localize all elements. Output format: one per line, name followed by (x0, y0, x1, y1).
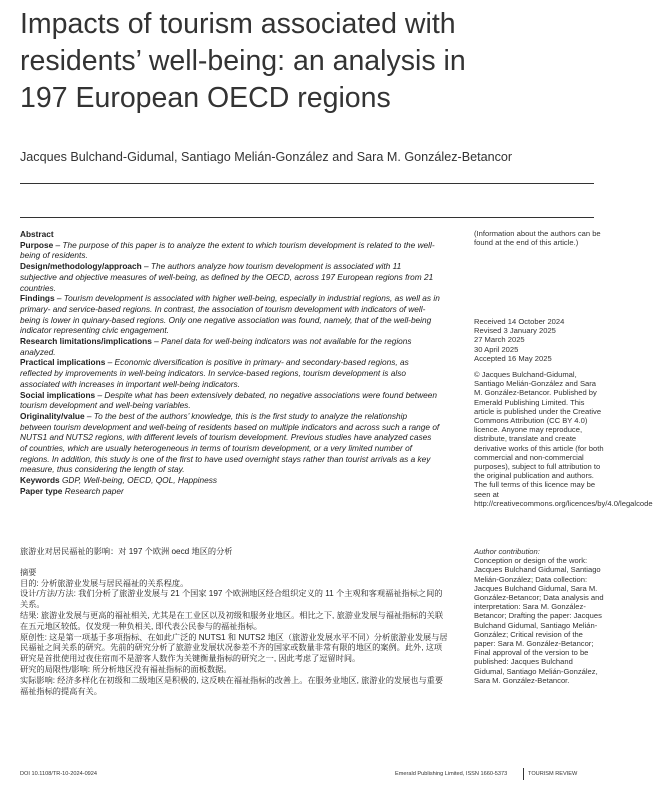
abstract-design: Design/methodology/approach – The authors analyze how tourism development is associated with 11 subjective and objective measures of well-being, as defined by the OECD, across 197 European regions from 21 countries. (20, 261, 434, 293)
abstract-keywords: Keywords GDP, Well-being, OECD, QOL, Happiness (20, 475, 218, 486)
title-line: 197 European OECD regions (20, 82, 391, 114)
abstract-paper-type: Paper type Research paper (20, 485, 124, 496)
chinese-title: 旅游业对居民福祉的影响：对 197 个欧洲 oecd 地区的分析 (20, 547, 233, 556)
chinese-heading: 摘要 (20, 567, 37, 577)
abstract-purpose: Purpose – The purpose of this paper is to analyze the extent to which tourism development is related to the well-being of residents. (20, 239, 435, 261)
chinese-findings: 结果: 旅游业发展与更高的福祉相关, 尤其是在工业区以及初级和服务业地区。相比之下, 旅游业发展与福祉指标的关联在五元地区较低。仅发现一种负相关, 即代表公民参与的福祉指标。 (20, 610, 444, 631)
abstract-section (20, 229, 440, 497)
article-title (20, 6, 600, 117)
author-contribution (474, 547, 604, 685)
chinese-purpose: 目的: 分析旅游业发展与居民福祉的关系程度。 (20, 578, 189, 588)
author-list: Jacques Bulchand-Gidumal, Santiago Melián-González and Sara M. González-Betancor (20, 150, 513, 164)
chinese-practical: 实际影响: 经济多样化在初级和二级地区是积极的, 这反映在福祉指标的改善上。在服务业地区, 旅游业的发展也与重要福祉指标的提高有关。 (20, 675, 444, 696)
doi-text: DOI 10.1108/TR-10-2024-0924 (20, 771, 98, 777)
copyright-notice: © Jacques Bulchand-Gidumal, Santiago Melián-González and Sara M. González-Betancor. Published by Emerald Publishing Limited. This article is published under the Creative Commons Attribution (CC BY 4.0) licence. Anyone may reproduce, distribute, translate and create derivative works of this article (for both commercial and non-commercial purposes), subject to full attribution to the original publication and authors. The full terms of this licence may be seen at http://creativecommons.org/licences/by/4.0/legalcode (474, 370, 653, 508)
author-info-note: (Information about the authors can be found at the end of this article.) (474, 229, 601, 248)
chinese-originality: 原创性: 这是第一项基于多项指标、在如此广泛的 NUTS1 和 NUTS2 地区（旅游业发展水平不同）分析旅游业发展与居民福祉之间关系的研究。先前的研究分析了旅游业发展状况参差不齐的国家或数量非常有限的地区的案例。此外, 这项研究是首批使用过夜住宿而不是游客人数作为关键衡量指标的研究之一, 因此考虑了逗留时间。 (20, 632, 448, 664)
chinese-limitations: 研究的局限性/影响: 所分析地区没有福祉指标的面板数据。 (20, 664, 232, 674)
publisher-text: Emerald Publishing Limited, ISSN 1660-5373 (395, 771, 508, 777)
date-line: 27 March 2025 (474, 335, 525, 345)
abstract-practical: Practical implications – Economic diversification is positive in primary- and secondary-based regions, as reflected by improvements in well-being indicators. In service-based regions, tourism development is also associated with increases in important well-being indicators. (20, 357, 409, 389)
date-line: Revised 3 January 2025 (474, 326, 556, 336)
received-dates (474, 317, 604, 363)
journal-name: TOURISM REVIEW (528, 771, 578, 777)
title-line: Impacts of tourism associated with (20, 8, 456, 40)
abstract-research: Research limitations/implications – Panel data for well-being indicators was not available for the regions analyzed. (20, 336, 412, 357)
chinese-abstract (20, 547, 450, 697)
header-divider (20, 183, 594, 184)
abstract-originality: Originality/value – To the best of the authors’ knowledge, this is the first study to analyze the relationship between tourism development and well-being of residents based on multiple indicators and across such a range of NUTS1 and NUTS2 regions, with different levels of tourism development. Previous studies have analyzed cases of countries, which are usually heterogeneous in terms of tourism development, or a very limited number of regions. In addition, this study is one of the first to have used overnight stays rather than tourist arrivals as a key measure, thus considering the length of stay. (20, 410, 440, 475)
abstract-findings: Findings – Tourism development is associated with higher well-being, especially in industrial regions, as well as in primary- and service-based regions. In contrast, the association of tourism development with indicators of well-being is lower in quinary-based regions. Only one negative association was found, namely, that of the well-being indicator representing civic engagement. (20, 293, 440, 336)
abstract-social: Social implications – Despite what has been extensively debated, no negative associations were found between tourism development and well-being variables. (20, 389, 437, 411)
contribution-text: Conception or design of the work: Jacques Bulchand Gidumal, Santiago Melián-González; Data collection: Jacques Bulchand Gidumal, Sara M. González-Betancor; Data analysis and interpretation: Sara M. González-Betancor; Drafting the paper: Jacques Bulchand Gidumal, Santiago Melián-González; Critical revision of the paper: Sara M. González-Betancor; Final approval of the version to be published: Jacques Bulchand Gidumal, Santiago Melián-González, Sara M. González-Betancor. (474, 556, 604, 685)
date-line: Received 14 October 2024 (474, 317, 565, 326)
chinese-design: 设计/方法/方法: 我们分析了旅游业发展与 21 个国家 197 个欧洲地区经合组织定义的 11 个主观和客观福祉指标之间的关系。 (20, 589, 443, 610)
footer-divider (523, 768, 524, 780)
abstract-heading: Abstract (20, 229, 54, 239)
abstract-divider (20, 217, 594, 218)
title-line: residents’ well-being: an analysis in (20, 45, 466, 77)
contribution-label: Author contribution: (474, 547, 540, 556)
date-line: 30 April 2025 (474, 344, 519, 354)
date-line: Accepted 16 May 2025 (474, 353, 552, 363)
